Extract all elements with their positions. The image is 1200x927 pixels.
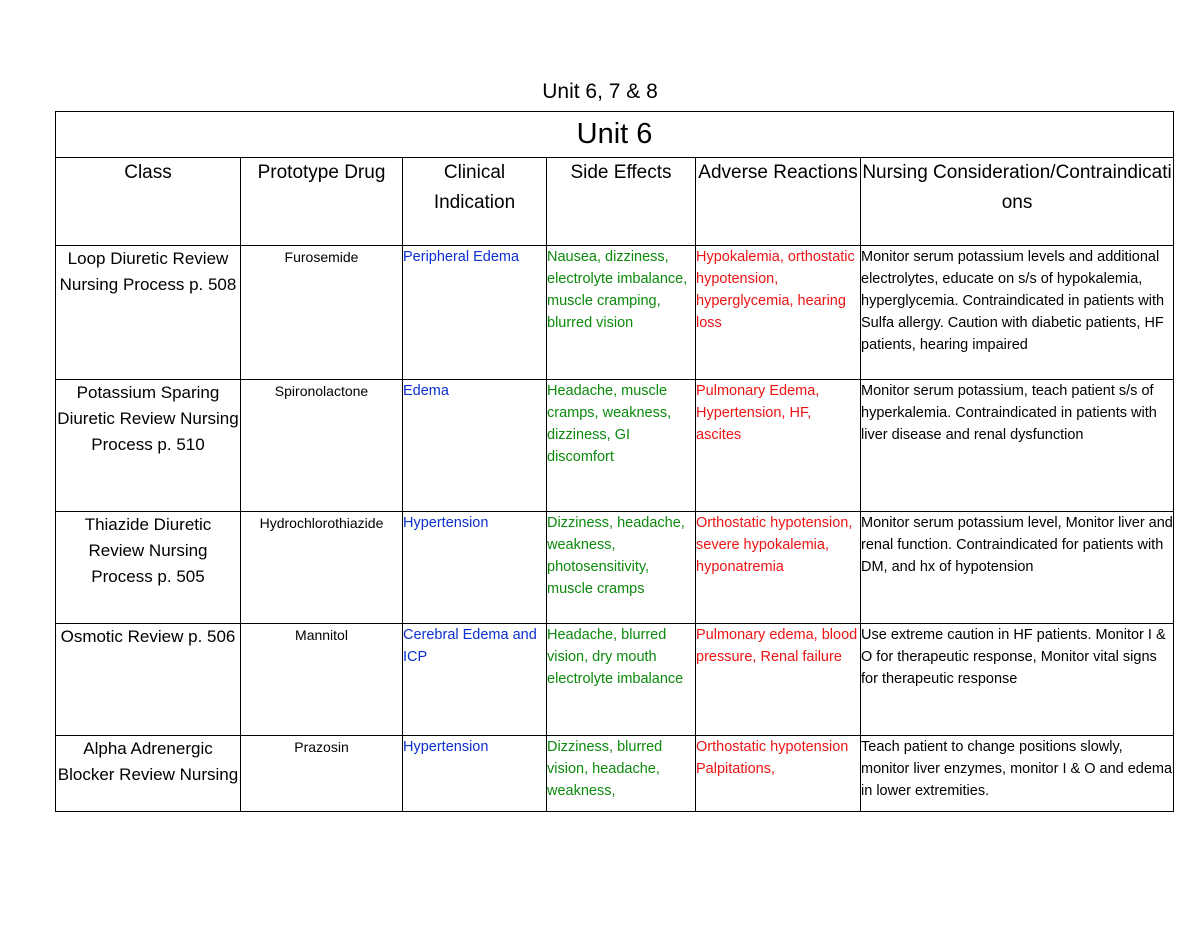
clinical-indication: Cerebral Edema and ICP	[403, 624, 547, 736]
table-row	[56, 736, 1174, 812]
header-row	[56, 158, 1174, 246]
table-row	[56, 380, 1174, 512]
adverse-reactions: Hypokalemia, orthostatic hypotension, hyperglycemia, hearing loss	[696, 246, 861, 380]
nursing-considerations: Monitor serum potassium levels and additional electrolytes, educate on s/s of hypokalemia, hyperglycemia. Contraindicated in patients with Sulfa allergy. Caution with diabetic patients, HF patients, hearing impaired	[861, 246, 1174, 380]
clinical-indication: Hypertension	[403, 736, 547, 812]
prototype-drug: Mannitol	[241, 624, 403, 736]
prototype-drug: Hydrochlorothiazide	[241, 512, 403, 624]
adverse-reactions: Pulmonary Edema, Hypertension, HF, ascites	[696, 380, 861, 512]
side-effects: Dizziness, headache, weakness, photosensitivity, muscle cramps	[547, 512, 696, 624]
clinical-indication: Edema	[403, 380, 547, 512]
side-effects: Headache, muscle cramps, weakness, dizziness, GI discomfort	[547, 380, 696, 512]
clinical-indication: Hypertension	[403, 512, 547, 624]
drug-class: Loop Diuretic Review Nursing Process p. 508	[56, 246, 241, 380]
table-row	[56, 624, 1174, 736]
drug-class: Thiazide Diuretic Review Nursing Process p. 505	[56, 512, 241, 624]
nursing-considerations: Teach patient to change positions slowly, monitor liver enzymes, monitor I & O and edema in lower extremities.	[861, 736, 1174, 812]
table-row	[56, 512, 1174, 624]
drug-class: Potassium Sparing Diuretic Review Nursing Process p. 510	[56, 380, 241, 512]
prototype-drug: Furosemide	[241, 246, 403, 380]
header-nursing-considerations: Nursing Consideration/Contraindications	[861, 158, 1174, 246]
header-clinical-indication: Clinical Indication	[403, 158, 547, 246]
prototype-drug: Spironolactone	[241, 380, 403, 512]
header-adverse-reactions: Adverse Reactions	[696, 158, 861, 246]
side-effects: Nausea, dizziness, electrolyte imbalance, muscle cramping, blurred vision	[547, 246, 696, 380]
side-effects: Headache, blurred vision, dry mouth electrolyte imbalance	[547, 624, 696, 736]
header-side-effects: Side Effects	[547, 158, 696, 246]
page-title: Unit 6, 7 & 8	[542, 80, 658, 103]
drug-class: Osmotic Review p. 506	[56, 624, 241, 736]
adverse-reactions: Orthostatic hypotension, severe hypokalemia, hyponatremia	[696, 512, 861, 624]
drug-table	[55, 111, 1174, 812]
nursing-considerations: Use extreme caution in HF patients. Monitor I & O for therapeutic response, Monitor vital signs for therapeutic response	[861, 624, 1174, 736]
header-prototype-drug: Prototype Drug	[241, 158, 403, 246]
adverse-reactions: Orthostatic hypotension Palpitations,	[696, 736, 861, 812]
unit-title: Unit 6	[56, 112, 1174, 158]
clinical-indication: Peripheral Edema	[403, 246, 547, 380]
table-row	[56, 246, 1174, 380]
prototype-drug: Prazosin	[241, 736, 403, 812]
nursing-considerations: Monitor serum potassium, teach patient s/s of hyperkalemia. Contraindicated in patients with liver disease and renal dysfunction	[861, 380, 1174, 512]
adverse-reactions: Pulmonary edema, blood pressure, Renal failure	[696, 624, 861, 736]
unit-title-row	[56, 112, 1174, 158]
nursing-considerations: Monitor serum potassium level, Monitor liver and renal function. Contraindicated for patients with DM, and hx of hypotension	[861, 512, 1174, 624]
header-class: Class	[56, 158, 241, 246]
drug-class: Alpha Adrenergic Blocker Review Nursing	[56, 736, 241, 812]
side-effects: Dizziness, blurred vision, headache, weakness,	[547, 736, 696, 812]
